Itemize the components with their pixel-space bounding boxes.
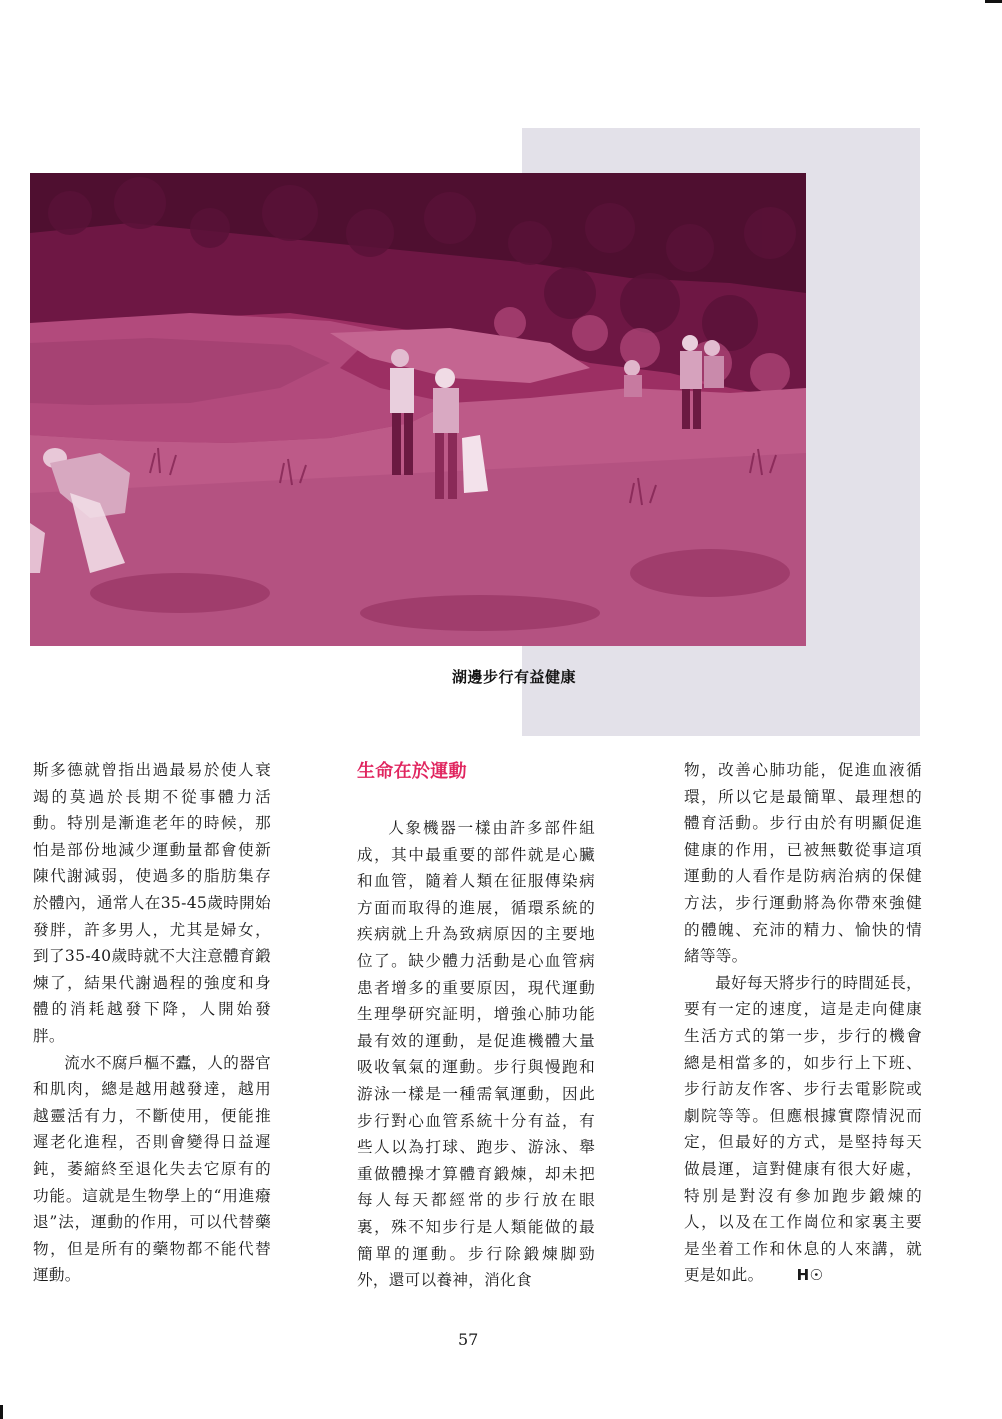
lake-walking-photo xyxy=(30,173,806,646)
photo-caption: 湖邊步行有益健康 xyxy=(452,668,577,686)
paragraph: 流水不腐戶樞不蠹，人的器官和肌肉，總是越用越發達，越用越靈活有力，不斷使用，便能推遲老化進程，否則會變得日益遲鈍，萎縮終至退化失去它原有的功能。這就是生物學上的“用進癈退”法，運動的作用，可以代替藥物，但是所有的藥物都不能代替運動。 xyxy=(33,1053,271,1285)
paragraph-with-end-mark xyxy=(684,970,922,1289)
text-column-1 xyxy=(33,757,271,1289)
registration-mark-top xyxy=(985,0,1002,3)
paragraph: 物，改善心肺功能，促進血液循環，所以它是最簡單、最理想的體育活動。步行由於有明顯促進健康的作用，已被無數從事這項運動的人看作是防病治病的保健方法，步行運動將為你帶來強健的體魄、充沛的精力、愉快的情緒等等。 xyxy=(684,761,922,966)
paragraph: 人象機器一樣由許多部件組成，其中最重要的部件就是心臟和血管，隨着人類在征服傳染病方面而取得的進展，循環系統的疾病就上升為致病原因的主要地位了。缺少體力活動是心血管病患者增多的重要原因，現代運動生理學研究証明，增強心肺功能最有效的運動，是促進機體大量吸收氧氣的運動。步行與慢跑和游泳一樣是一種需氧運動，因此步行對心血管系統十分有益，有些人以為打球、跑步、游泳、舉重做體操才算體育鍛煉，却未把每人每天都經常的步行放在眼裏，殊不知步行是人類能做的最簡單的運動。步行除鍛煉脚勁外，還可以養神，消化食 xyxy=(357,819,595,1290)
registration-mark-bottom xyxy=(0,1405,3,1419)
paragraph-text: 最好每天將步行的時間延長，要有一定的速度，這是走向健康生活方式的第一步，步行的機會總是相當多的，如步行上下班、步行訪友作客、步行去電影院或劇院等等。但應根據實際情況而定，但最好的方式，是堅持每天做晨運，這對健康有很大好處，特別是對沒有參加跑步鍛煉的人，以及在工作崗位和家裏主要是坐着工作和休息的人來講，就更是如此。 xyxy=(684,973,922,1285)
text-column-2 xyxy=(357,757,595,1294)
photo-illustration xyxy=(30,173,806,646)
end-mark-icon: H☉ xyxy=(796,1266,824,1285)
paragraph: 斯多德就曾指出過最易於使人衰竭的莫過於長期不從事體力活動。特別是漸進老年的時候，那怕是部份地減少運動量都會使新陳代謝減弱，使過多的脂肪集存於體內，通常人在35-45歲時開始發胖，許多男人，尤其是婦女，到了35-40歲時就不大注意體育鍛煉了，結果代謝過程的強度和身體的消耗越發下降，人開始發胖。 xyxy=(33,761,271,1045)
section-heading: 生命在於運動 xyxy=(357,761,467,782)
text-column-3 xyxy=(684,757,922,1289)
page-number: 57 xyxy=(458,1330,479,1349)
